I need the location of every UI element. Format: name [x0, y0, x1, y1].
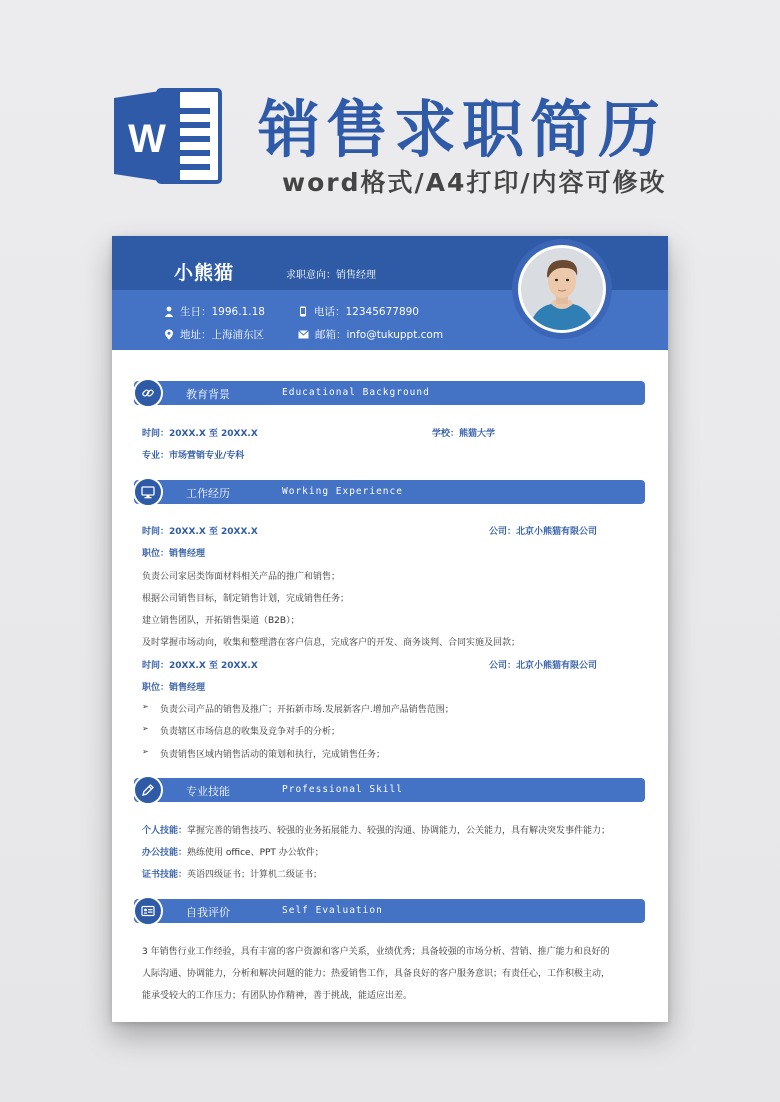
skill-office [142, 845, 324, 858]
job1-time: 时间：20XX.X 至 20XX.X [142, 527, 258, 537]
address-text: 地址：上海浦东区 [180, 329, 264, 341]
job2-duty: 负责辖区市场信息的收集及竞争对手的分析； [160, 727, 341, 737]
chevron-right-icon: ➢ [142, 702, 149, 711]
skill-office-label: 办公技能： [142, 848, 188, 858]
job1-position: 职位：销售经理 [142, 549, 206, 559]
section-work-header [134, 480, 645, 504]
education-time: 时间：20XX.X 至 20XX.X [142, 429, 258, 439]
chevron-right-icon: ➢ [142, 747, 149, 756]
skill-personal-text: 掌握完善的销售技巧、较强的业务拓展能力、较强的沟通、协调能力，公关能力，具有解决突发事件能力； [187, 826, 611, 836]
job2-duty: 负责销售区域内销售活动的策划和执行，完成销售任务； [160, 750, 386, 760]
section-skills-subtitle: Professional Skill [282, 784, 403, 795]
education-major: 专业：市场营销专业/专科 [142, 451, 245, 461]
job1-duty: 根据公司销售目标，制定销售计划，完成销售任务； [142, 594, 350, 604]
birth-info [164, 304, 265, 319]
resume-page [112, 236, 668, 1022]
education-school: 学校：熊猫大学 [432, 429, 496, 439]
job2-duty: 负责公司产品的销售及推广；开拓新市场.发展新客户.增加产品销售范围； [160, 705, 454, 715]
word-logo-icon [114, 86, 224, 186]
pen-icon [141, 783, 155, 797]
section-self-title: 自我评价 [186, 906, 230, 919]
banner-subtitle: word格式/A4打印/内容可修改 [282, 168, 667, 197]
section-self-subtitle: Self Evaluation [282, 905, 383, 916]
self-eval-line: 3 年销售行业工作经验，具有丰富的客户资源和客户关系，业绩优秀；具备较强的市场分析、营销、推广能力和良好的 [142, 947, 610, 957]
phone-text: 电话：12345677890 [314, 306, 419, 318]
birth-text: 生日：1996.1.18 [180, 306, 265, 318]
section-skills-header [134, 778, 645, 802]
section-work-subtitle: Working Experience [282, 486, 403, 497]
email-info [298, 327, 443, 342]
banner-title: 销售求职简历 [258, 93, 667, 166]
skill-personal-label: 个人技能： [142, 826, 188, 836]
skill-office-text: 熟练使用 office、PPT 办公软件； [187, 848, 324, 858]
avatar [518, 245, 606, 333]
job1-company: 公司：北京小熊猫有限公司 [489, 527, 598, 537]
candidate-name: 小熊猫 [174, 262, 235, 284]
section-education-title: 教育背景 [186, 388, 230, 401]
section-education-subtitle: Educational Background [282, 387, 430, 398]
job1-duty: 负责公司家居类饰面材料相关产品的推广和销售； [142, 572, 341, 582]
skill-cert-label: 证书技能： [142, 870, 188, 880]
self-eval-line: 能承受较大的工作压力；有团队协作精神，善于挑战，能适应出差。 [142, 991, 413, 1001]
job2-position: 职位：销售经理 [142, 683, 206, 693]
address-info [164, 327, 264, 342]
section-education-header [134, 381, 645, 405]
job-intent: 求职意向：销售经理 [286, 270, 376, 281]
job1-duty: 及时掌握市场动向，收集和整理潜在客户信息，完成客户的开发、商务谈判、合同实施及回款； [142, 638, 521, 648]
section-education-badge [133, 378, 163, 408]
mail-icon [298, 330, 309, 339]
avatar-photo [521, 248, 603, 330]
link-icon [141, 386, 155, 400]
location-pin-icon [164, 329, 174, 340]
phone-info [298, 304, 419, 319]
card-icon [141, 905, 155, 917]
monitor-icon [141, 486, 155, 499]
skill-cert [142, 867, 322, 880]
phone-icon [298, 306, 308, 317]
email-text: 邮箱：info@tukuppt.com [315, 329, 444, 341]
skill-cert-text: 英语四级证书；计算机二级证书； [187, 870, 323, 880]
job1-duty: 建立销售团队，开拓销售渠道（B2B）； [142, 616, 300, 626]
skill-personal [142, 823, 610, 836]
job2-company: 公司：北京小熊猫有限公司 [489, 661, 598, 671]
avatar-frame [512, 239, 612, 339]
section-skills-badge [133, 775, 163, 805]
section-skills-title: 专业技能 [186, 785, 230, 798]
self-eval-line: 人际沟通、协调能力，分析和解决问题的能力；热爱销售工作，具备良好的客户服务意识；有责任心，工作积极主动， [142, 969, 611, 979]
section-self-header [134, 899, 645, 923]
section-work-badge [133, 477, 163, 507]
section-self-badge [133, 896, 163, 926]
word-logo-letter: W [128, 117, 166, 161]
job2-time: 时间：20XX.X 至 20XX.X [142, 661, 258, 671]
chevron-right-icon: ➢ [142, 724, 149, 733]
section-work-title: 工作经历 [186, 487, 230, 500]
person-icon [164, 306, 174, 317]
